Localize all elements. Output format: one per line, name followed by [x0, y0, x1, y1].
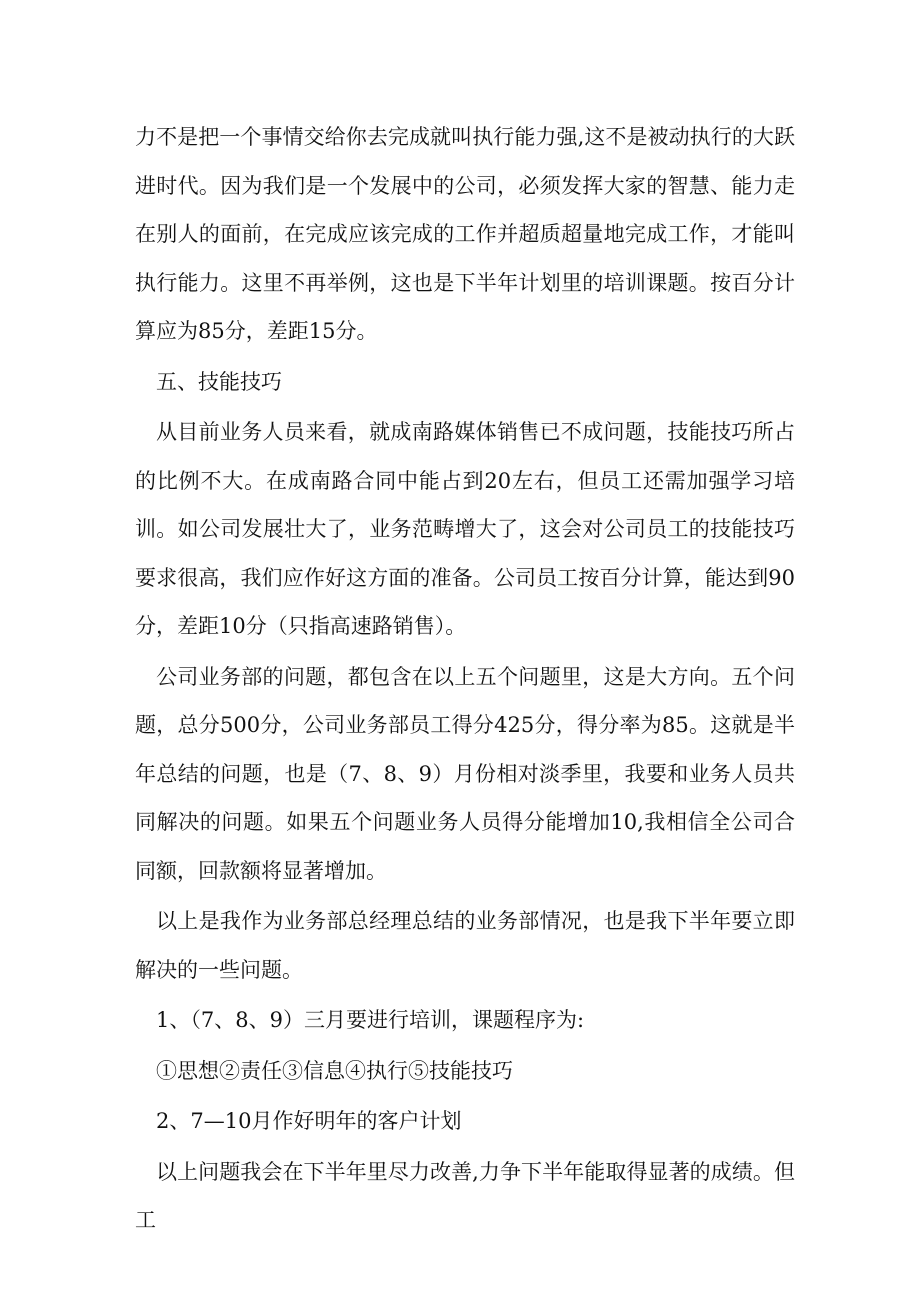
section-heading-skills: 五、技能技巧 [156, 369, 282, 394]
paragraph-closing: 以上问题我会在下半年里尽力改善,力争下半年能取得显著的成绩。但工 [135, 1159, 795, 1232]
list-item-client-plan: 2、7—10月作好明年的客户计划 [156, 1109, 462, 1133]
paragraph-execution-ability: 力不是把一个事情交给你去完成就叫执行能力强,这不是被动执行的大跃进时代。因为我们是一个发展中的公司，必须发挥大家的智慧、能力走在别人的面前，在完成应该完成的工作并超质超量地完成工作，才能叫执行能力。这里不再举例，这也是下半年计划里的培训课题。按百分计算应为85分，差距15分。 [135, 125, 795, 343]
paragraph-skills: 从目前业务人员来看，就成南路媒体销售已不成问题，技能技巧所占的比例不大。在成南路合同中能占到20左右，但员工还需加强学习培训。如公司发展壮大了，业务范畴增大了，这会对公司员工的技能技巧要求很高，我们应作好这方面的准备。公司员工按百分计算，能达到90分，差距10分（只指高速路销售）。 [135, 420, 795, 638]
paragraph-manager-summary: 以上是我作为业务部总经理总结的业务部情况，也是我下半年要立即解决的一些问题。 [135, 909, 795, 982]
list-item-training-topics: ①思想②责任③信息④执行⑤技能技巧 [156, 1058, 513, 1083]
document-body [135, 113, 795, 1245]
paragraph-department-summary: 公司业务部的问题，都包含在以上五个问题里，这是大方向。五个问题，总分500分，公司业务部员工得分425分，得分率为85。这就是半年总结的问题，也是（7、8、9）月份相对淡季里，我要和业务人员共同解决的问题。如果五个问题业务人员得分能增加10,我相信全公司合同额，回款额将显著增加。 [135, 664, 795, 883]
list-item-training: 1、（7、8、9）三月要进行培训，课题程序为: [156, 1008, 585, 1032]
